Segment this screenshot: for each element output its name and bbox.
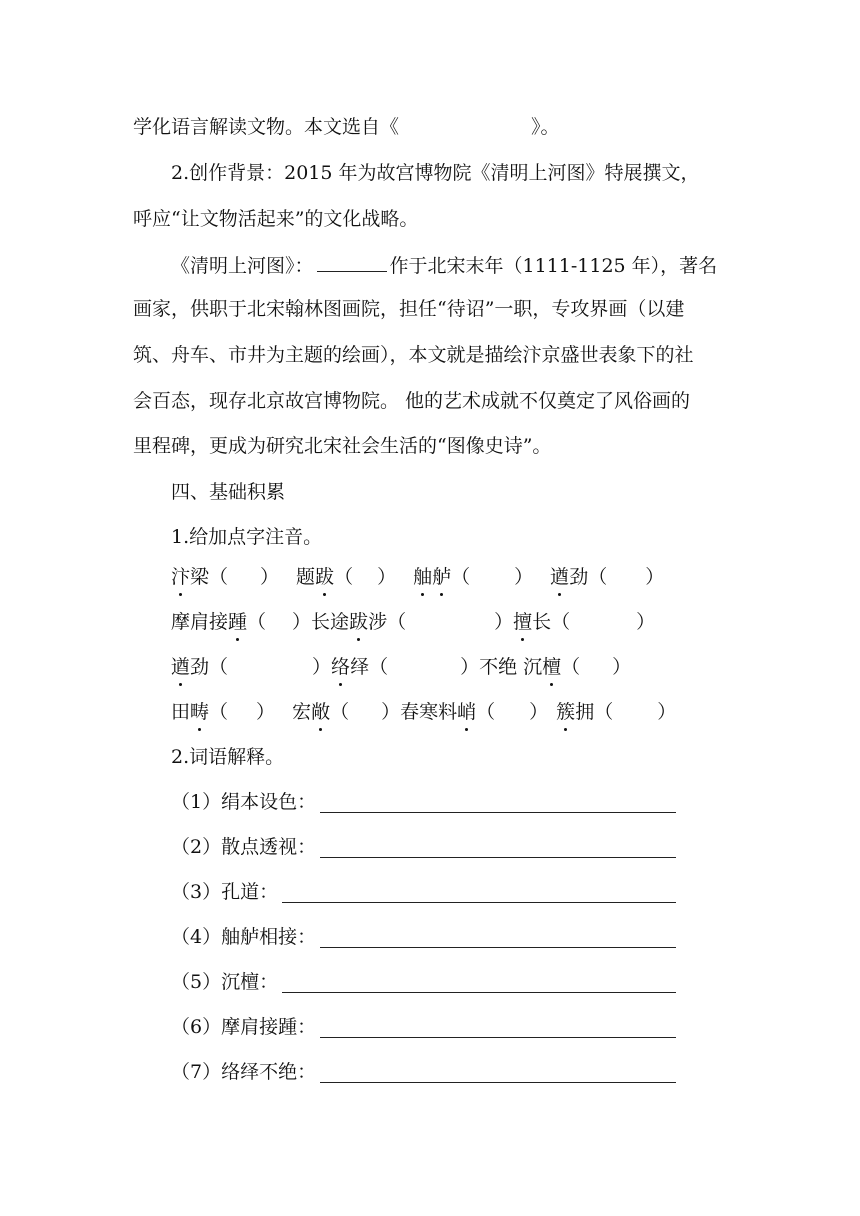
text-segment: （ xyxy=(334,566,354,588)
text-segment: 作于北宋末年（1111-1125 年），著名 xyxy=(389,255,718,277)
text-segment: 拥（ xyxy=(575,701,614,723)
text-segment: 劲（ xyxy=(190,656,229,678)
dotted-char: 簇 xyxy=(556,701,576,723)
text-segment: 劲（ xyxy=(569,566,608,588)
text-segment: 》。 xyxy=(531,116,560,138)
section-heading: 四、基础积累 xyxy=(171,481,286,503)
text-segment: 宏 xyxy=(292,701,312,723)
dotted-char: 檀 xyxy=(542,656,562,678)
text-line: 画家，供职于北宋翰林图画院，担任“待诏”一职，专攻界画（以建 xyxy=(133,298,685,320)
answer-line[interactable] xyxy=(320,1037,676,1038)
text-line: 2.创作背景：2015 年为故宫博物院《清明上河图》特展撰文， xyxy=(171,162,700,184)
text-segment: ） xyxy=(645,566,665,588)
term-label: （7）络绎不绝： xyxy=(171,1061,317,1083)
term-label: （4）舳舻相接： xyxy=(171,926,317,948)
text-line: 呼应“让文物活起来”的文化战略。 xyxy=(133,208,419,230)
text-segment: ） xyxy=(260,566,280,588)
text-segment: 绎（ xyxy=(350,656,389,678)
question-1: 1.给加点字注音。 xyxy=(171,526,323,548)
text-segment: 学化语言解读文物。本文选自《 xyxy=(133,116,400,138)
text-segment: ）长途 xyxy=(292,611,350,633)
term-label: （5）沉檀： xyxy=(171,971,279,993)
text-line: 里程碑，更成为研究北宋社会生活的“图像史诗”。 xyxy=(133,435,552,457)
dotted-char: 踵 xyxy=(228,611,248,633)
term-label: （2）散点透视： xyxy=(171,836,317,858)
text-line: 会百态，现存北京故宫博物院。 他的艺术成就不仅奠定了风俗画的 xyxy=(133,390,691,412)
text-segment: ） xyxy=(657,701,677,723)
text-segment: 涉（ xyxy=(368,611,407,633)
dotted-char: 峭 xyxy=(457,701,477,723)
answer-line[interactable] xyxy=(320,812,676,813)
text-segment: ） xyxy=(377,566,397,588)
text-segment: 梁（ xyxy=(190,566,229,588)
dotted-char: 遒 xyxy=(171,656,191,678)
text-segment: 田 xyxy=(171,701,191,723)
dotted-char: 遒 xyxy=(550,566,570,588)
text-segment: 《清明上河图》： xyxy=(171,255,314,277)
dotted-char: 舳 xyxy=(413,566,433,588)
text-line-source xyxy=(133,115,560,139)
text-segment: （ xyxy=(209,701,229,723)
dotted-char: 敞 xyxy=(311,701,331,723)
text-segment: 摩肩接 xyxy=(171,611,229,633)
term-label: （1）绢本设色： xyxy=(171,791,317,813)
text-line: 筑、舟车、市井为主题的绘画），本文就是描绘汴京盛世表象下的社 xyxy=(133,344,694,366)
text-segment: （ xyxy=(476,701,496,723)
answer-line[interactable] xyxy=(320,947,676,948)
text-segment: （ xyxy=(330,701,350,723)
text-segment: 长（ xyxy=(532,611,571,633)
pinyin-row xyxy=(171,565,664,589)
text-segment: （ xyxy=(247,611,267,633)
answer-line[interactable] xyxy=(282,902,676,903)
dotted-char: 汴 xyxy=(171,566,191,588)
text-segment: ）不绝 沉 xyxy=(460,656,543,678)
text-segment: ） xyxy=(612,656,632,678)
dotted-char: 擅 xyxy=(513,611,533,633)
term-label: （3）孔道： xyxy=(171,881,279,903)
answer-line[interactable] xyxy=(282,992,676,993)
dotted-char: 跋 xyxy=(349,611,369,633)
text-segment: ） xyxy=(514,566,534,588)
fill-blank-author[interactable] xyxy=(317,252,387,272)
text-segment: （ xyxy=(561,656,581,678)
text-segment: ） xyxy=(494,611,514,633)
text-line-painting xyxy=(171,252,717,278)
text-segment: ） xyxy=(529,701,549,723)
text-segment: ）春寒料 xyxy=(381,701,458,723)
pinyin-row xyxy=(171,700,676,724)
term-label: （6）摩肩接踵： xyxy=(171,1016,317,1038)
text-segment: ） xyxy=(256,701,276,723)
pinyin-row xyxy=(171,610,655,634)
text-segment: 题 xyxy=(296,566,316,588)
question-2: 2.词语解释。 xyxy=(171,746,285,768)
pinyin-row xyxy=(171,655,631,679)
dotted-char: 舻 xyxy=(432,566,452,588)
answer-line[interactable] xyxy=(320,857,676,858)
text-segment: （ xyxy=(451,566,471,588)
answer-line[interactable] xyxy=(320,1082,676,1083)
dotted-char: 畴 xyxy=(190,701,210,723)
text-segment: ） xyxy=(636,611,656,633)
dotted-char: 跋 xyxy=(315,566,335,588)
dotted-char: 络 xyxy=(331,656,351,678)
text-segment: ） xyxy=(312,656,332,678)
